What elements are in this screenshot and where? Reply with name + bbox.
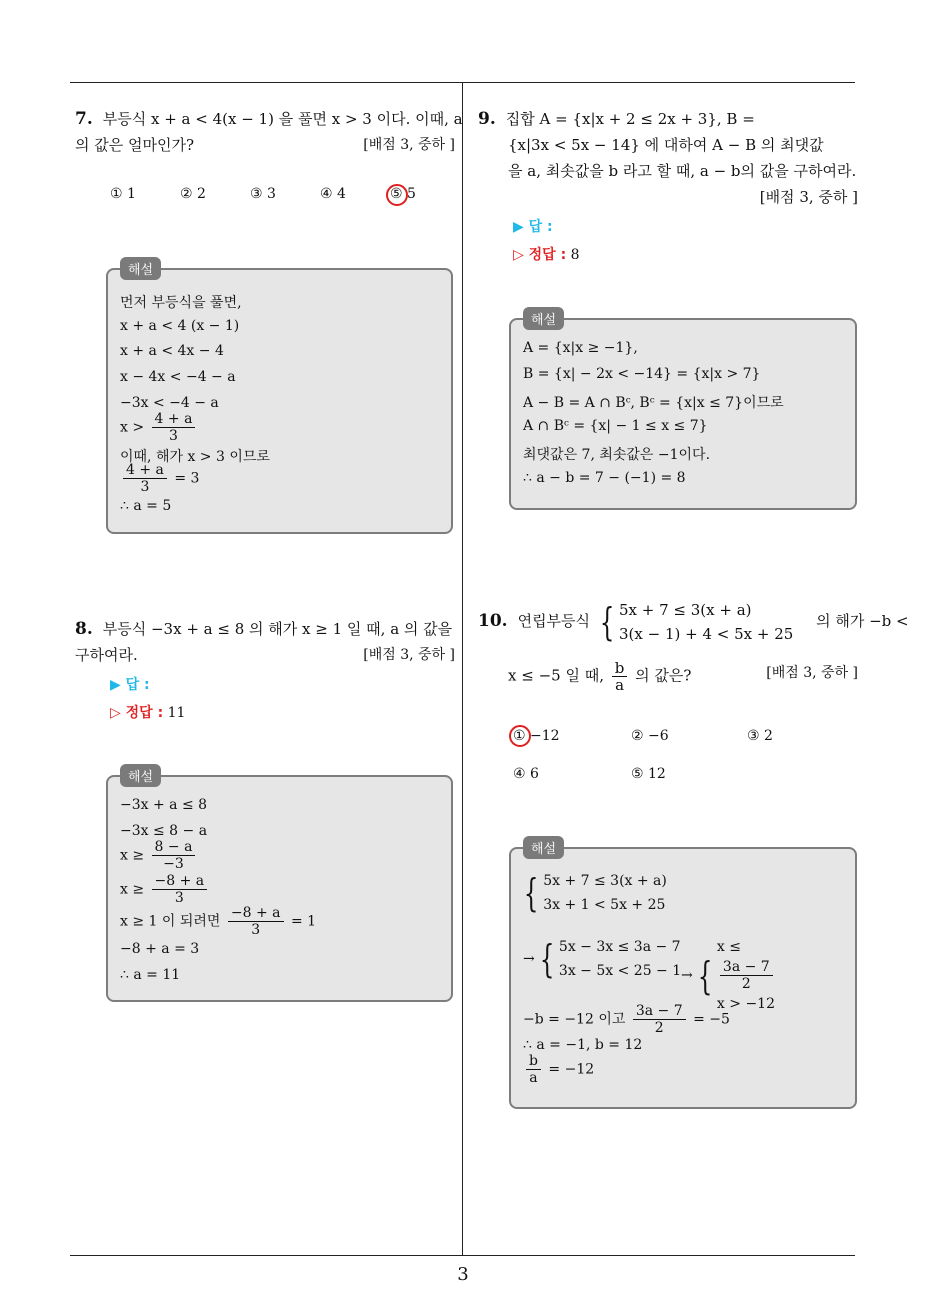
arrow: →	[523, 951, 535, 967]
system-brace: {	[539, 937, 555, 981]
correct-value: 8	[570, 247, 580, 263]
inequality-system	[543, 869, 667, 917]
question-number: 9.	[478, 109, 496, 129]
answer-label: ▶ 답 :	[513, 219, 553, 235]
fraction	[526, 1053, 541, 1086]
question-text: 의 값은?	[635, 666, 692, 685]
solution-line: x + a < 4 (x − 1)	[120, 318, 240, 334]
system-row: 3x + 1 < 5x + 25	[543, 897, 666, 913]
correct-label: ▷ 정답 :	[513, 247, 567, 263]
solution-line: ∴ a − b = 7 − (−1) = 8	[523, 470, 686, 486]
choice-1[interactable]: ① 1	[110, 186, 136, 202]
denominator: 2	[654, 1020, 664, 1036]
numerator: 8 − a	[152, 839, 196, 856]
solution-tag: 해설	[120, 257, 161, 280]
system-row: x > −12	[716, 996, 775, 1012]
column-divider	[462, 83, 463, 1255]
solution-line	[120, 411, 198, 444]
selected-answer-mark	[509, 725, 531, 747]
denominator: 3	[251, 922, 261, 938]
arrow: →	[681, 967, 693, 984]
math-text: x ≤	[716, 939, 741, 955]
solution-line: ∴ a = −1, b = 12	[523, 1037, 643, 1053]
choice-4[interactable]: ④ 4	[320, 186, 346, 202]
fraction	[633, 1003, 686, 1036]
correct-value: 11	[167, 705, 186, 721]
question-text: 연립부등식	[517, 612, 591, 630]
solution-box-q7	[106, 263, 453, 534]
solution-line: 먼저 부등식을 풀면,	[120, 295, 242, 311]
system-row: 3(x − 1) + 4 < 5x + 25	[619, 625, 794, 643]
question-8	[75, 616, 455, 668]
denominator: −3	[163, 856, 184, 872]
denominator: 2	[741, 976, 751, 992]
choice-3[interactable]: ③ 3	[250, 186, 276, 202]
choice-5[interactable]: ⑤ 12	[631, 766, 666, 782]
math-text: x ≥ 1 이 되려면	[120, 913, 221, 930]
question-10-line2	[508, 660, 858, 693]
question-text: x ≤ −5 일 때,	[508, 666, 604, 685]
solution-line: ∴ a = 5	[120, 498, 172, 514]
numerator: b	[526, 1053, 541, 1070]
solution-tag: 해설	[120, 764, 161, 787]
math-text: = −5	[693, 1011, 730, 1028]
answer-row	[110, 674, 150, 694]
solution-tag: 해설	[523, 836, 564, 859]
solution-line: −3x < −4 − a	[120, 395, 219, 411]
fraction	[152, 839, 196, 872]
solution-line: ∴ a = 11	[120, 967, 181, 983]
inequality-system	[619, 598, 793, 646]
question-text-line1: 집합 A = {x|x + 2 ≤ 2x + 3}, B =	[505, 110, 755, 128]
solution-line: A − B = A ∩ Bᶜ, Bᶜ = {x|x ≤ 7}이므로	[523, 395, 784, 411]
question-9	[478, 106, 858, 210]
fraction	[123, 462, 167, 495]
score-meta: [배점 3, 중하 ]	[363, 647, 455, 663]
denominator: a	[529, 1070, 538, 1086]
numerator: −8 + a	[152, 873, 208, 890]
system-brace: {	[523, 871, 539, 915]
denominator: a	[615, 676, 625, 694]
solution-line	[120, 873, 210, 906]
question-10	[478, 598, 909, 646]
numerator: −8 + a	[228, 905, 284, 922]
system-brace: {	[599, 600, 615, 644]
system-row: 5x + 7 ≤ 3(x + a)	[619, 601, 752, 619]
solution-line	[523, 1003, 730, 1036]
math-text: x ≥	[120, 881, 145, 898]
math-text: x ≥	[120, 847, 145, 864]
numerator: 4 + a	[152, 411, 196, 428]
denominator: 3	[140, 479, 150, 495]
answer-row	[513, 216, 553, 236]
score-meta: [배점 3, 중하 ]	[766, 665, 858, 681]
solution-line: A ∩ Bᶜ = {x| − 1 ≤ x ≤ 7}	[523, 418, 708, 434]
question-number: 10.	[478, 611, 508, 631]
solution-tag: 해설	[523, 307, 564, 330]
correct-answer-row	[513, 244, 580, 264]
numerator: b	[612, 660, 628, 677]
solution-line: −3x ≤ 8 − a	[120, 823, 208, 839]
math-text: = 3	[174, 470, 200, 487]
fraction	[612, 660, 628, 693]
solution-box-q10	[509, 842, 857, 1109]
numerator: 4 + a	[123, 462, 167, 479]
system-row: 5x + 7 ≤ 3(x + a)	[543, 873, 667, 889]
choice-1[interactable]: ① −12	[513, 728, 560, 744]
math-text: = 1	[290, 913, 317, 930]
math-text: = −12	[548, 1061, 595, 1078]
choice-5[interactable]: ⑤ 5	[390, 186, 416, 202]
question-number: 8.	[75, 619, 93, 639]
correct-label: ▷ 정답 :	[110, 705, 164, 721]
question-number: 7.	[75, 109, 93, 129]
choice-2[interactable]: ② 2	[180, 186, 206, 202]
solution-line: 이때, 해가 x > 3 이므로	[120, 449, 270, 465]
question-text-line2: 의 값은 얼마인가?	[75, 136, 195, 154]
answer-label: ▶ 답 :	[110, 677, 150, 693]
solution-line: −8 + a = 3	[120, 941, 200, 957]
score-meta: [배점 3, 중하 ]	[363, 137, 455, 153]
question-7	[75, 106, 463, 158]
fraction	[228, 905, 284, 938]
solution-line: x + a < 4x − 4	[120, 343, 224, 359]
question-text-line1: 부등식 −3x + a ≤ 8 의 해가 x ≥ 1 일 때, a 의 값을	[102, 620, 453, 638]
solution-box-q9	[509, 313, 857, 510]
system-row: 5x − 3x ≤ 3a − 7	[558, 939, 681, 955]
selected-answer-mark	[386, 184, 408, 206]
solution-line: x − 4x < −4 − a	[120, 369, 236, 385]
inequality-system	[559, 935, 681, 983]
solution-box-q8	[106, 770, 453, 1002]
question-text-line3: 을 a, 최솟값을 b 라고 할 때, a − b의 값을 구하여라.	[508, 162, 857, 180]
solution-line: B = {x| − 2x < −14} = {x|x > 7}	[523, 366, 761, 382]
numerator: 3a − 7	[720, 959, 773, 976]
solution-line	[519, 869, 667, 917]
page-number: 3	[457, 1264, 469, 1285]
solution-line	[120, 462, 199, 495]
question-text-line2: {x|3x < 5x − 14} 에 대하여 A − B 의 최댓값	[508, 136, 824, 154]
choice-3[interactable]: ③ 2	[747, 728, 773, 744]
system-row: 3x − 5x < 25 − 1	[558, 963, 682, 979]
question-text-line1: 부등식 x + a < 4(x − 1) 을 풀면 x > 3 이다. 이때, a	[102, 110, 463, 128]
denominator: 3	[169, 428, 178, 444]
fraction	[152, 873, 208, 906]
choice-2[interactable]: ② −6	[631, 728, 669, 744]
question-text: 의 해가 −b <	[816, 612, 909, 630]
bottom-rule	[70, 1255, 855, 1256]
fraction	[720, 959, 773, 992]
solution-line	[523, 1053, 594, 1086]
denominator: 3	[174, 890, 184, 906]
solution-line	[120, 839, 198, 872]
fraction	[152, 411, 196, 444]
system-brace: {	[697, 953, 713, 998]
solution-line: −3x + a ≤ 8	[120, 797, 208, 813]
score-meta: [배점 3, 중하 ]	[759, 188, 858, 206]
question-text-line2: 구하여라.	[75, 646, 138, 664]
choice-4[interactable]: ④ 6	[513, 766, 539, 782]
correct-answer-row	[110, 702, 185, 722]
math-text: −b = −12 이고	[523, 1011, 626, 1028]
numerator: 3a − 7	[633, 1003, 686, 1020]
solution-line: A = {x|x ≥ −1},	[523, 340, 638, 356]
solution-line	[523, 935, 681, 983]
math-text: x >	[120, 419, 145, 436]
solution-line	[120, 905, 316, 938]
solution-line: 최댓값은 7, 최솟값은 −1이다.	[523, 447, 711, 463]
